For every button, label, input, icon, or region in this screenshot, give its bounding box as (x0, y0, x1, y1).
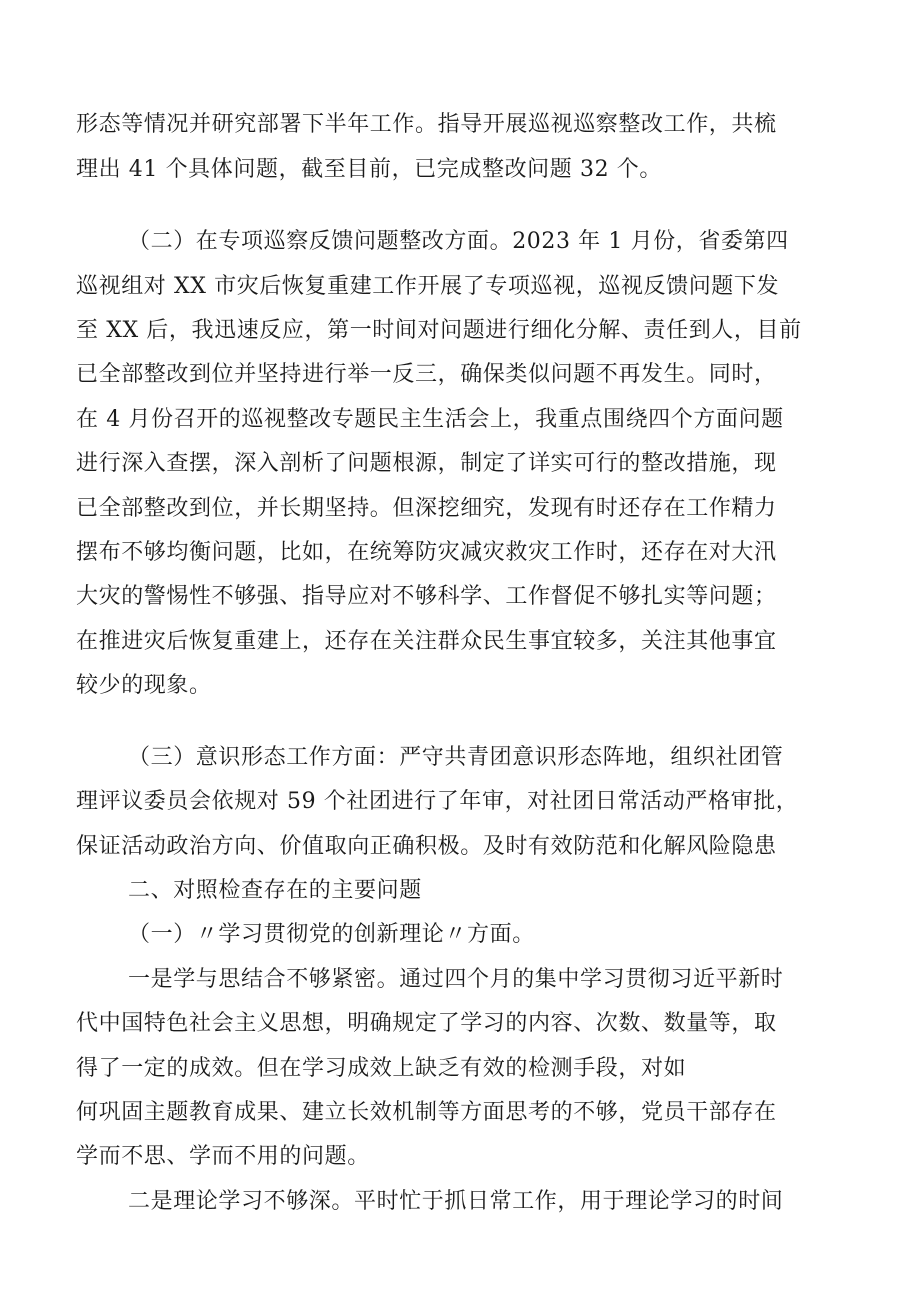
paragraph-line: 二是理论学习不够深。平时忙于抓日常工作，用于理论学习的时间 (128, 1189, 784, 1214)
paragraph-line: 巡视组对 XX 市灾后恢复重建工作开展了专项巡视，巡视反馈问题下发 (76, 274, 780, 299)
paragraph-line: （三）意识形态工作方面：严守共青团意识形态阵地，组织社团管 (128, 745, 784, 770)
paragraph-line: 形态等情况并研究部署下半年工作。指导开展巡视巡察整改工作，共梳 (76, 112, 777, 137)
section-heading: 二、对照检查存在的主要问题 (128, 878, 422, 903)
paragraph-line: 学而不思、学而不用的问题。 (76, 1144, 370, 1169)
paragraph-line: 得了一定的成效。但在学习成效上缺乏有效的检测手段，对如 (76, 1056, 687, 1081)
paragraph-line: 理评议委员会依规对 59 个社团进行了年审，对社团日常活动严格审批， (76, 789, 799, 814)
paragraph-line: 至 XX 后，我迅速反应，第一时间对问题进行细化分解、责任到人，目前 (76, 318, 802, 343)
paragraph-line: 摆布不够均衡问题，比如，在统筹防灾减灾救灾工作时，还存在对大汛 (76, 540, 777, 565)
paragraph-line: 已全部整改到位，并长期坚持。但深挖细究，发现有时还存在工作精力 (76, 496, 777, 521)
paragraph-line: 在 4 月份召开的巡视整改专题民主生活会上，我重点围绕四个方面问题 (76, 407, 784, 432)
paragraph-line: 大灾的警惕性不够强、指导应对不够科学、工作督促不够扎实等问题； (76, 584, 777, 609)
paragraph-line: 已全部整改到位并坚持进行举一反三，确保类似问题不再发生。同时， (76, 362, 777, 387)
paragraph-line: 保证活动政治方向、价值取向正确积极。及时有效防范和化解风险隐患 (76, 834, 777, 859)
paragraph-line: 在推进灾后恢复重建上，还存在关注群众民生事宜较多，关注其他事宜 (76, 629, 777, 654)
subsection-heading: （一）〃学习贯彻党的创新理论〃方面。 (128, 922, 535, 947)
paragraph-line: 代中国特色社会主义思想，明确规定了学习的内容、次数、数量等，取 (76, 1011, 777, 1036)
paragraph-line: 理出 41 个具体问题，截至目前，已完成整改问题 32 个。 (76, 157, 662, 182)
paragraph-line: 进行深入查摆，深入剖析了问题根源，制定了详实可行的整改措施，现 (76, 451, 777, 476)
paragraph-line: 一是学与思结合不够紧密。通过四个月的集中学习贯彻习近平新时 (128, 967, 784, 992)
paragraph-line: 何巩固主题教育成果、建立长效机制等方面思考的不够，党员干部存在 (76, 1100, 777, 1125)
paragraph-line: 较少的现象。 (76, 673, 212, 698)
paragraph-line: （二）在专项巡察反馈问题整改方面。2023 年 1 月份，省委第四 (128, 229, 789, 254)
